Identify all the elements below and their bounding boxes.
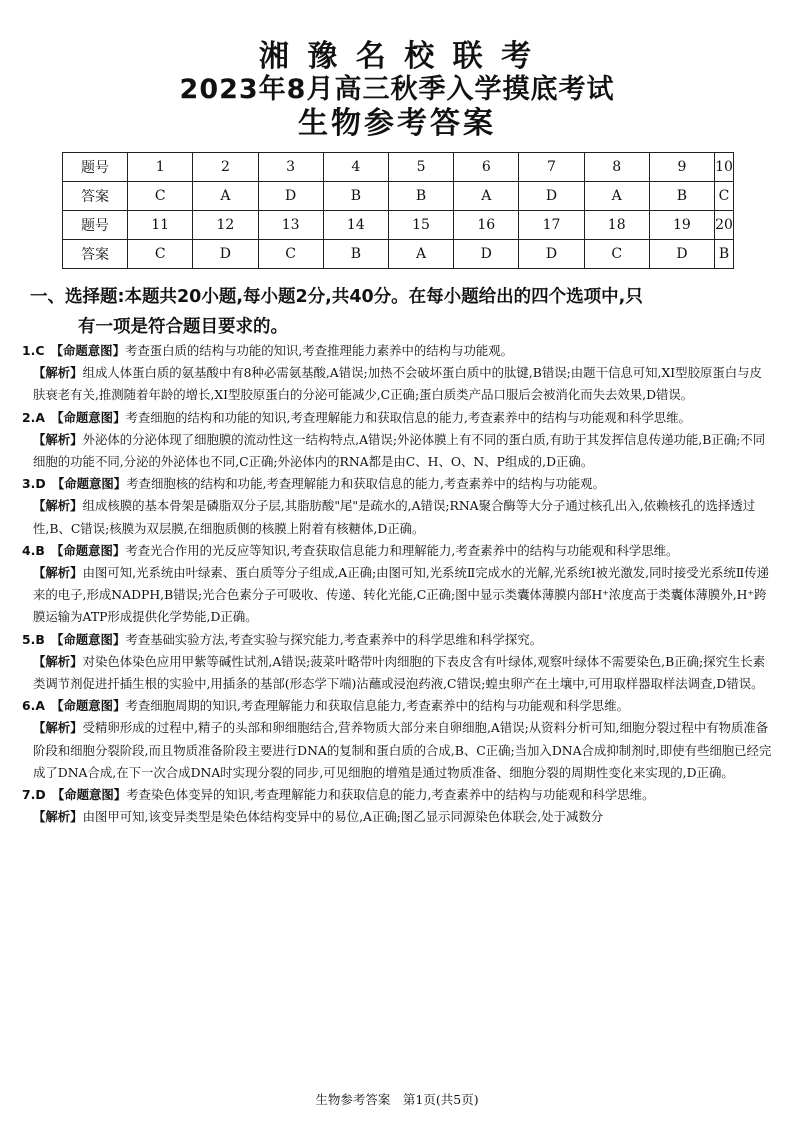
intent-text: 考查染色体变异的知识,考查理解能力和获取信息的能力,考查素养中的结构与功能观和科学思维。 (126, 787, 655, 803)
question-intent (22, 629, 774, 651)
answer-table-cell: 18 (584, 211, 649, 240)
answer-table-cell: B (388, 182, 453, 211)
question-intent (22, 473, 774, 495)
answer-table-cell: 15 (388, 211, 453, 240)
answer-table-cell: A (193, 182, 258, 211)
answer-table-row (63, 240, 734, 269)
answer-table-cell: 5 (388, 153, 453, 182)
answer-table-cell: 11 (128, 211, 193, 240)
intent-label: 【命题意图】 (57, 631, 126, 647)
analysis-label: 【解析】 (33, 720, 83, 736)
title-block (0, 40, 794, 142)
answer-table-cell: C (128, 240, 193, 269)
answer-table-cell: 1 (128, 153, 193, 182)
analysis-label: 【解析】 (33, 809, 83, 825)
question-analysis (22, 429, 774, 473)
answer-table-cell: 7 (519, 153, 584, 182)
question-analysis (22, 495, 774, 539)
analysis-label: 【解析】 (33, 565, 83, 581)
question-number: 4.B (22, 542, 45, 558)
answer-table-cell: 6 (454, 153, 519, 182)
analysis-text: 组成核膜的基本骨架是磷脂双分子层,其脂肪酸"尾"是疏水的,A错误;RNA聚合酶等大分子通过核孔出入,依赖核孔的选择透过性,B、C错误;核膜为双层膜,在细胞质侧的核膜上附着有核糖体,D正确。 (33, 498, 756, 536)
answer-table-header-cell: 答案 (63, 240, 128, 269)
answer-table-cell: 12 (193, 211, 258, 240)
page-footer: 生物参考答案 第1页(共5页) (315, 1092, 479, 1107)
answer-table-cell: C (715, 182, 734, 211)
question-number: 2.A (22, 409, 45, 425)
question-intent (22, 695, 774, 717)
question-intent (22, 784, 774, 806)
intent-label: 【命题意图】 (57, 409, 126, 425)
answer-table-cell: 9 (649, 153, 714, 182)
intent-text: 考查细胞核的结构和功能,考查理解能力和获取信息的能力,考查素养中的结构与功能观。 (126, 476, 605, 492)
analysis-label: 【解析】 (33, 498, 83, 514)
answer-explanations (22, 340, 774, 828)
answer-table-cell: B (323, 182, 388, 211)
question-analysis (22, 651, 774, 695)
intent-label: 【命题意图】 (57, 542, 126, 558)
answer-table-cell: D (519, 182, 584, 211)
question-intent (22, 540, 774, 562)
answer-table-cell: 20 (715, 211, 734, 240)
answer-table-cell: B (649, 182, 714, 211)
question-analysis (22, 362, 774, 406)
answer-table-row (63, 182, 734, 211)
intent-label: 【命题意图】 (58, 476, 127, 492)
answer-table-header-cell: 答案 (63, 182, 128, 211)
answer-table-cell: D (519, 240, 584, 269)
answer-table-header-cell: 题号 (63, 153, 128, 182)
intent-text: 考查蛋白质的结构与功能的知识,考查推理能力素养中的结构与功能观。 (124, 343, 514, 358)
answer-table-cell: 8 (584, 153, 649, 182)
analysis-label: 【解析】 (33, 653, 83, 669)
intent-text: 考查细胞的结构和功能的知识,考查理解能力和获取信息的能力,考查素养中的结构与功能观和科学思维。 (125, 409, 691, 425)
answer-table-cell: C (584, 240, 649, 269)
question-analysis (22, 562, 774, 629)
answer-table-row (63, 153, 734, 182)
answer-table-cell: C (128, 182, 193, 211)
answer-table-cell: 4 (323, 153, 388, 182)
answer-table-cell: 10 (715, 153, 734, 182)
answer-table-cell: D (454, 240, 519, 269)
answer-table-cell: 17 (519, 211, 584, 240)
analysis-text: 由图甲可知,该变异类型是染色体结构变异中的易位,A正确;图乙显示同源染色体联会,处于减数分 (82, 809, 604, 825)
answer-table-cell: 14 (323, 211, 388, 240)
answer-table-cell: B (715, 240, 734, 269)
answer-key-title: 生物参考答案 (298, 106, 496, 141)
analysis-text: 受精卵形成的过程中,精子的头部和卵细胞结合,营养物质大部分来自卵细胞,A错误;从资料分析可知,细胞分裂过程中有物质准备阶段和细胞分裂阶段,而且物质准备阶段主要进行DNA的复制和蛋白质的合成,B、C正确;当加入DNA合成抑制剂时,即使有些细胞已经完成了DNA合成,在下一次合成DNA时实现分裂的同步,可见细胞的增殖是通过物质准备、细胞分裂的周期性变化来实现的,D正确。 (33, 720, 772, 780)
analysis-label: 【解析】 (33, 365, 83, 381)
intent-label: 【命题意图】 (56, 343, 125, 358)
intent-label: 【命题意图】 (57, 698, 126, 714)
section-heading-line2: 有一项是符合题目要求的。 (78, 317, 288, 337)
question-number: 1.C (22, 343, 45, 358)
question-number: 7.D (22, 787, 46, 803)
question-intent (22, 340, 774, 362)
answer-table-cell: A (388, 240, 453, 269)
answer-table-cell: 19 (649, 211, 714, 240)
answer-table-cell: 2 (193, 153, 258, 182)
intent-text: 考查细胞周期的知识,考查理解能力和获取信息能力,考查素养中的结构与功能观和科学思维。 (125, 698, 629, 714)
analysis-text: 组成人体蛋白质的氨基酸中有8种必需氨基酸,A错误;加热不会破坏蛋白质中的肽键,B错误;由题干信息可知,XI型胶原蛋白与皮肤衰老有关,推测随着年龄的增长,XI型胶原蛋白的分泌可能减少,C正确;蛋白质类产品口服后会被消化而失去效果,D错误。 (33, 365, 762, 403)
question-analysis (22, 717, 774, 784)
section-heading-line1: 一、选择题:本题共20小题,每小题2分,共40分。在每小题给出的四个选项中,只 (30, 287, 643, 307)
answer-table-cell: D (193, 240, 258, 269)
question-number: 5.B (22, 631, 45, 647)
intent-text: 考查基础实验方法,考查实验与探究能力,考查素养中的科学思维和科学探究。 (125, 631, 543, 647)
answer-table-cell: 3 (258, 153, 323, 182)
answer-table-header-cell: 题号 (63, 211, 128, 240)
analysis-text: 外泌体的分泌体现了细胞膜的流动性这一结构特点,A错误;外泌体膜上有不同的蛋白质,有助于其发挥信息传递功能,B正确;不同细胞的功能不同,分泌的外泌体也不同,C正确;外泌体内的RNA都是由C、H、O、N、P组成的,D正确。 (33, 431, 766, 470)
answer-table-row (63, 211, 734, 240)
answer-table-cell: A (584, 182, 649, 211)
question-intent (22, 407, 774, 429)
question-number: 6.A (22, 698, 45, 714)
question-analysis (22, 806, 774, 828)
answer-table-cell: 16 (454, 211, 519, 240)
analysis-text: 由图可知,光系统由叶绿素、蛋白质等分子组成,A正确;由图可知,光系统Ⅱ完成水的光解,光系统Ⅰ被光激发,同时接受光系统Ⅱ传递来的电子,形成NADPH,B错误;光合色素分子可吸收、传递、转化光能,C正确;图中显示类囊体薄膜内部H⁺浓度高于类囊体薄膜外,H⁺跨膜运输为ATP形成提供化学势能,D正确。 (33, 565, 770, 625)
intent-label: 【命题意图】 (58, 787, 127, 803)
section-heading (30, 282, 770, 342)
analysis-text: 对染色体染色应用甲紫等碱性试剂,A错误;菠菜叶略带叶肉细胞的下表皮含有叶绿体,观察叶绿体不需要染色,B正确;探究生长素类调节剂促进扦插生根的实验中,用插条的基部(形态学下端)沾蘸或浸泡药液,C错误;蝗虫卵产在土壤中,可用取样器取样法调查,D错误。 (33, 653, 766, 692)
answer-table-cell: C (258, 240, 323, 269)
answer-table-cell: 13 (258, 211, 323, 240)
answer-table-cell: D (258, 182, 323, 211)
answer-table-cell: D (649, 240, 714, 269)
answer-table-cell: A (454, 182, 519, 211)
intent-text: 考查光合作用的光反应等知识,考查获取信息能力和理解能力,考查素养中的结构与功能观和科学思维。 (125, 542, 679, 558)
answer-table-cell: B (323, 240, 388, 269)
answer-table (62, 152, 734, 269)
question-number: 3.D (22, 476, 46, 492)
exam-org-title: 湘 豫 名 校 联 考 (258, 39, 536, 74)
exam-name-title: 2023年8月高三秋季入学摸底考试 (179, 74, 615, 105)
analysis-label: 【解析】 (33, 431, 83, 447)
